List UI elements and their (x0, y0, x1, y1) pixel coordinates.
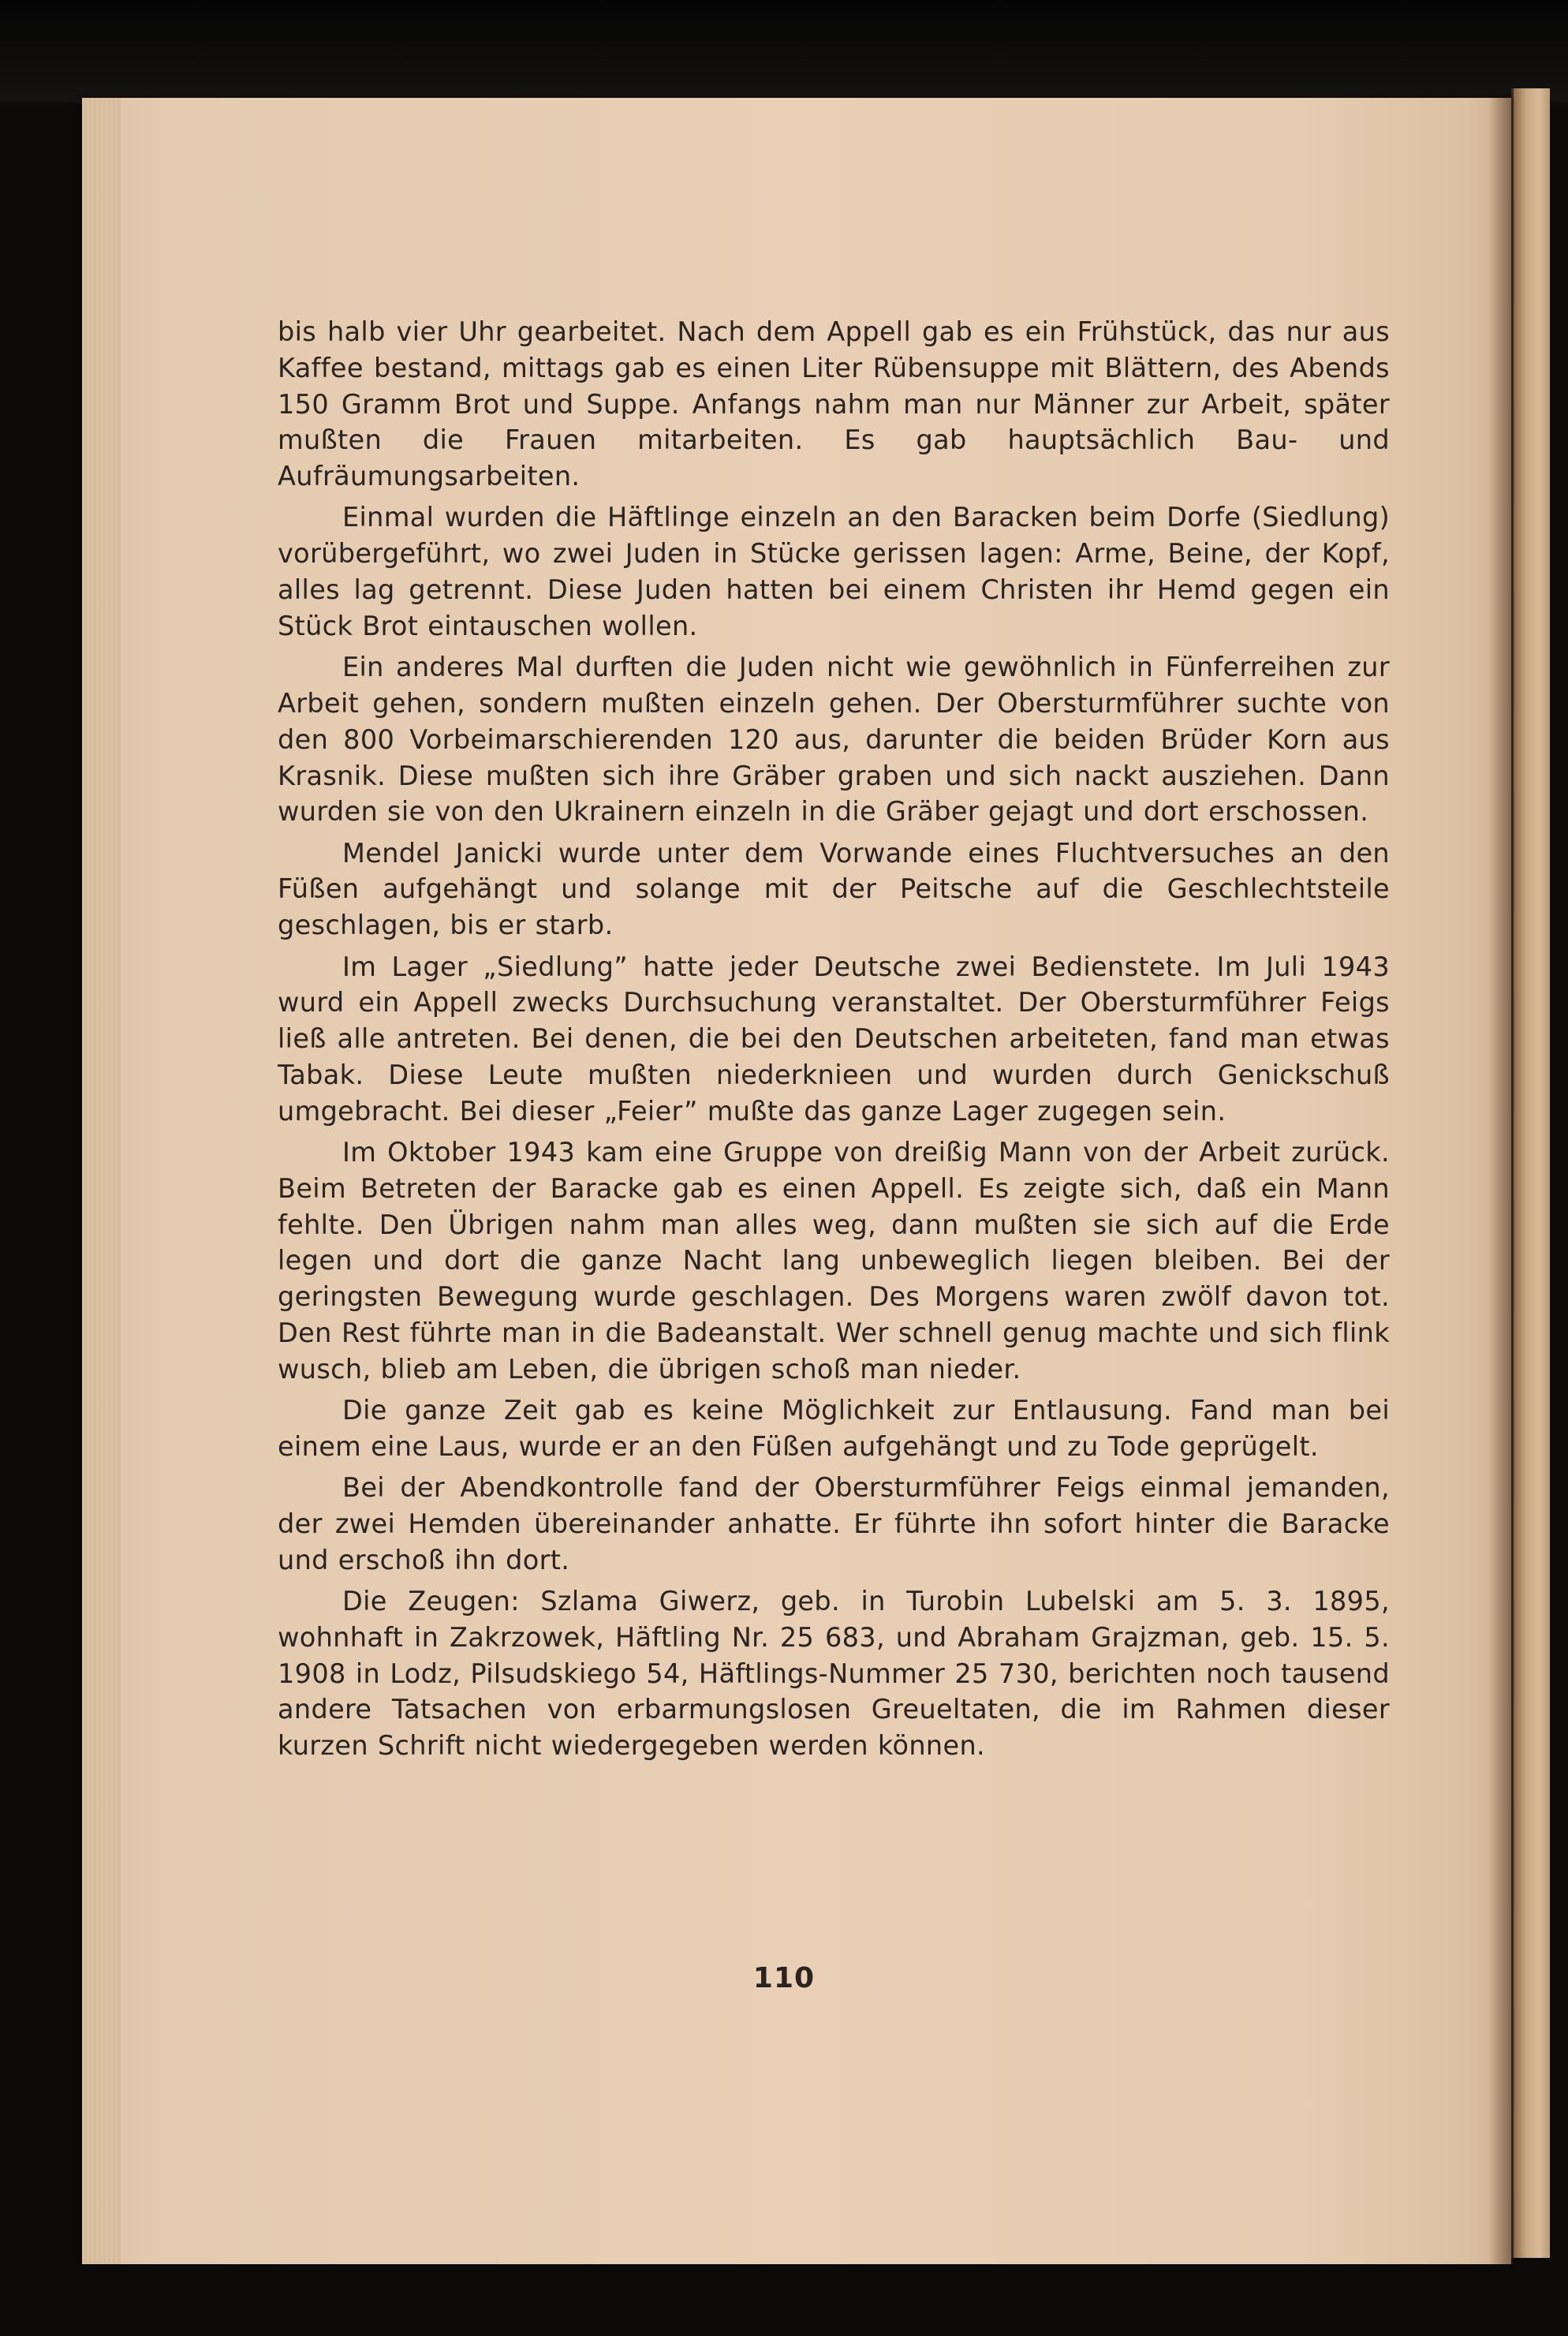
paragraph: Mendel Janicki wurde unter dem Vorwande eines Fluchtversuches an den Füßen aufgehängt und solange mit der Peitsche auf die Geschlechtsteile geschlagen, bis er starb. (278, 837, 1390, 941)
page-edges-left (82, 98, 121, 2264)
adjacent-page-edge (1511, 88, 1550, 2258)
page-number: 110 (752, 1962, 816, 1994)
paragraph: Bei der Abendkontrolle fand der Obersturmführer Feigs einmal jemanden, der zwei Hemden übereinander anhatte. Er führte ihn sofort hinter die Baracke und erschoß ihn dort. (278, 1472, 1390, 1575)
body-text (278, 314, 1390, 1770)
paragraph: Die Zeugen: Szlama Giwerz, geb. in Turobin Lubelski am 5. 3. 1895, wohnhaft in Zakrzowek, Häftling Nr. 25 683, und Abraham Grajzman, geb. 15. 5. 1908 in Lodz, Pilsudskiego 54, Häftlings-Nummer 25 730, berichten noch tausend andere Tatsachen von erbarmungslosen Greueltaten, die im Rahmen dieser kurzen Schrift nicht wiedergegeben werden können. (278, 1586, 1390, 1762)
paragraph: Die ganze Zeit gab es keine Möglichkeit zur Entlausung. Fand man bei einem eine Laus, wurde er an den Füßen aufgehängt und zu Tode geprügelt. (278, 1395, 1390, 1462)
paragraph: Einmal wurden die Häftlinge einzeln an den Baracken beim Dorfe (Siedlung) vorübergeführt, wo zwei Juden in Stücke gerissen lagen: Arme, Beine, der Kopf, alles lag getrennt. Diese Juden hatten bei einem Christen ihr Hemd gegen ein Stück Brot eintauschen wollen. (278, 502, 1390, 641)
gutter-shadow (1489, 98, 1513, 2264)
scan-background (0, 0, 1568, 103)
paragraph: bis halb vier Uhr gearbeitet. Nach dem Appell gab es ein Frühstück, das nur aus Kaffee bestand, mittags gab es einen Liter Rübensuppe mit Blättern, des Abends 150 Gramm Brot und Suppe. Anfangs nahm man nur Männer zur Arbeit, später mußten die Frauen mitarbeiten. Es gab hauptsächlich Bau- und Aufräumungsarbeiten. (278, 316, 1390, 492)
paragraph: Im Lager „Siedlung” hatte jeder Deutsche zwei Bedienstete. Im Juli 1943 wurd ein Appell zwecks Durchsuchung veranstaltet. Der Obersturmführer Feigs ließ alle antreten. Bei denen, die bei den Deutschen arbeiteten, fand man etwas Tabak. Diese Leute mußten niederknieen und wurden durch Genickschuß umgebracht. Bei dieser „Feier” mußte das ganze Lager zugegen sein. (278, 951, 1390, 1127)
paragraph: Ein anderes Mal durften die Juden nicht wie gewöhnlich in Fünferreihen zur Arbeit gehen, sondern mußten einzeln gehen. Der Obersturmführer suchte von den 800 Vorbeimarschierenden 120 aus, darunter die beiden Brüder Korn aus Krasnik. Diese mußten sich ihre Gräber graben und sich nackt ausziehen. Dann wurden sie von den Ukrainern einzeln in die Gräber gejagt und dort erschossen. (278, 652, 1390, 828)
paragraph: Im Oktober 1943 kam eine Gruppe von dreißig Mann von der Arbeit zurück. Beim Betreten der Baracke gab es einen Appell. Es zeigte sich, daß ein Mann fehlte. Den Übrigen nahm man alles weg, dann mußten sie sich auf die Erde legen und dort die ganze Nacht lang unbeweglich liegen bleiben. Bei der geringsten Bewegung wurde geschlagen. Des Morgens waren zwölf davon tot. Den Rest führte man in die Badeanstalt. Wer schnell genug machte und sich flink wusch, blieb am Leben, die übrigen schoß man nieder. (278, 1137, 1390, 1385)
